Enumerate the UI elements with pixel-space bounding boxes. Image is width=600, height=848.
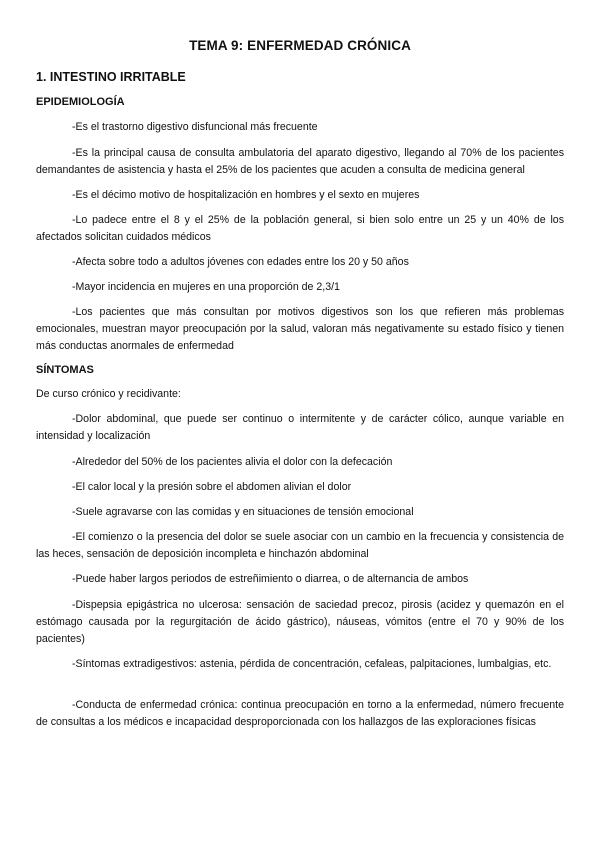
epidemiologia-heading: EPIDEMIOLOGÍA: [36, 96, 125, 108]
sintomas-item: -Conducta de enfermedad crónica: continua preocupación en torno a la enfermedad, número frecuente de consultas a los médicos e incapacidad desproporcionada con los hallazgos de las exploraciones físicas: [36, 699, 564, 728]
page-title: TEMA 9: ENFERMEDAD CRÓNICA: [189, 38, 411, 53]
sintomas-item: -Alrededor del 50% de los pacientes alivia el dolor con la defecación: [72, 456, 393, 468]
sintomas-item: -Suele agravarse con las comidas y en situaciones de tensión emocional: [72, 506, 414, 518]
sintomas-item: -Dolor abdominal, que puede ser continuo o intermitente y de carácter cólico, aunque variable en intensidad y localización: [36, 413, 564, 442]
epidemiologia-item: -Es el trastorno digestivo disfuncional más frecuente: [72, 121, 318, 133]
sintomas-item: -Dispepsia epigástrica no ulcerosa: sensación de saciedad precoz, pirosis (acidez y quemazón en el estómago causada por la regurgitación de ácido gástrico), náuseas, vómitos (entre el 70 y 90% de los pacientes): [36, 599, 564, 645]
epidemiologia-item: -Los pacientes que más consultan por motivos digestivos son los que refieren más problemas emocionales, muestran mayor preocupación por la salud, valoran más negativamente su estado físico y tienen más conductas anormales de enfermedad: [36, 306, 564, 352]
section-heading: 1. INTESTINO IRRITABLE: [36, 70, 186, 84]
epidemiologia-item: -Afecta sobre todo a adultos jóvenes con edades entre los 20 y 50 años: [72, 256, 409, 268]
sintomas-item: -El comienzo o la presencia del dolor se suele asociar con un cambio en la frecuencia y consistencia de las heces, sensación de deposición incompleta e hinchazón abdominal: [36, 531, 564, 560]
sintomas-item: -Síntomas extradigestivos: astenia, pérdida de concentración, cefaleas, palpitaciones, lumbalgias, etc.: [72, 658, 552, 670]
sintomas-heading: SÍNTOMAS: [36, 364, 94, 376]
sintomas-intro: De curso crónico y recidivante:: [36, 388, 181, 400]
sintomas-item: -Puede haber largos periodos de estreñimiento o diarrea, o de alternancia de ambos: [72, 573, 469, 585]
epidemiologia-item: -Es el décimo motivo de hospitalización en hombres y el sexto en mujeres: [72, 189, 420, 201]
epidemiologia-item: -Mayor incidencia en mujeres en una proporción de 2,3/1: [72, 281, 340, 293]
sintomas-item: -El calor local y la presión sobre el abdomen alivian el dolor: [72, 481, 352, 493]
epidemiologia-item: -Lo padece entre el 8 y el 25% de la población general, si bien solo entre un 25 y un 40% de los afectados solicitan cuidados médicos: [36, 214, 564, 243]
epidemiologia-item: -Es la principal causa de consulta ambulatoria del aparato digestivo, llegando al 70% de los pacientes demandantes de asistencia y hasta el 25% de los pacientes que acuden a consulta de medicina general: [36, 147, 564, 176]
